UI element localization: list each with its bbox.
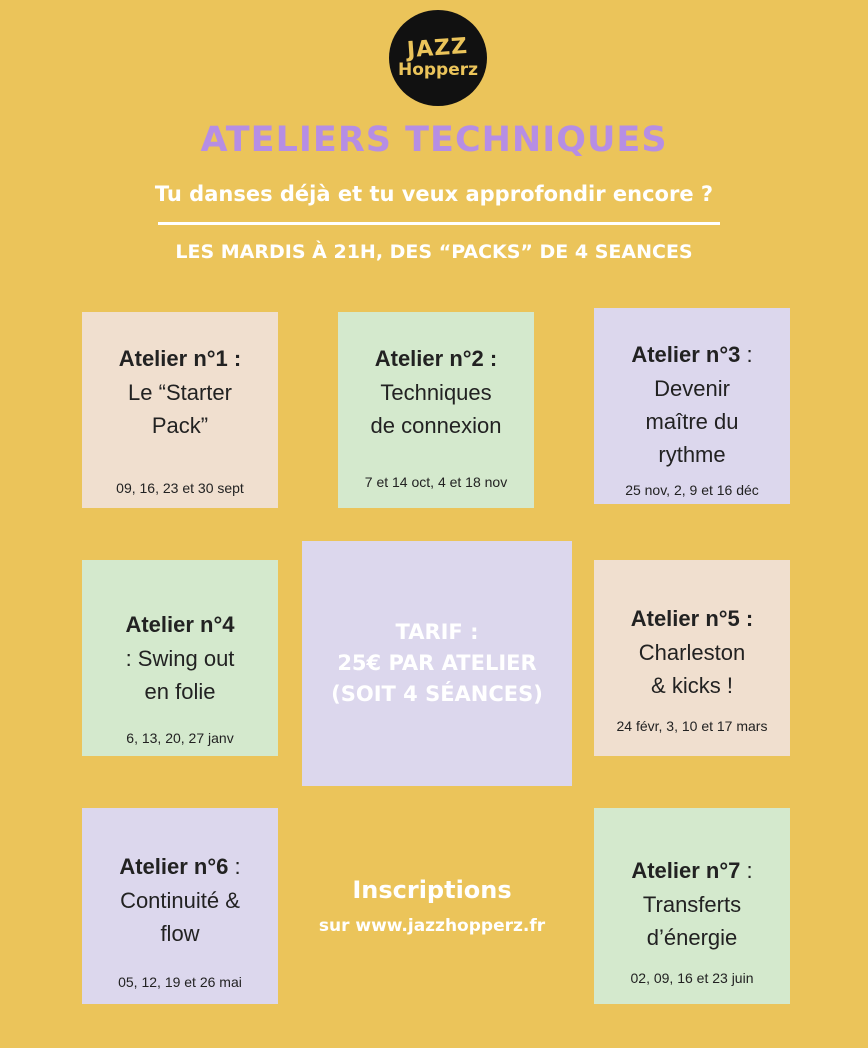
- tarif-box: [302, 541, 572, 786]
- atelier-topic: : Swing out: [125, 646, 235, 671]
- atelier-card-6: [82, 808, 278, 1004]
- atelier-dates: 6, 13, 20, 27 janv: [126, 730, 234, 746]
- atelier-card-7: [594, 808, 790, 1004]
- atelier-card-5: [594, 560, 790, 756]
- divider: [158, 222, 720, 225]
- atelier-topic: rythme: [658, 442, 726, 467]
- atelier-topic: de connexion: [370, 413, 502, 438]
- page-subtitle: Tu danses déjà et tu veux approfondir encore ?: [154, 182, 714, 206]
- atelier-card-1: [82, 312, 278, 508]
- atelier-topic: flow: [160, 921, 200, 946]
- atelier-dates: 24 févr, 3, 10 et 17 mars: [616, 718, 768, 734]
- atelier-topic: Transferts: [642, 892, 742, 917]
- atelier-sep: :: [740, 858, 753, 883]
- atelier-number: Atelier n°2: [374, 346, 484, 371]
- atelier-number: Atelier n°6: [119, 854, 229, 879]
- inscriptions-link[interactable]: sur www.jazzhopperz.fr: [318, 916, 546, 936]
- atelier-dates: 25 nov, 2, 9 et 16 déc: [625, 482, 759, 498]
- atelier-topic: Le “Starter: [128, 380, 232, 405]
- tarif-note: (SOIT 4 SÉANCES): [331, 682, 543, 706]
- atelier-card-2: [338, 312, 534, 508]
- logo-line2: Hopperz: [397, 59, 479, 80]
- atelier-topic: Continuité &: [120, 888, 240, 913]
- atelier-dates: 7 et 14 oct, 4 et 18 nov: [364, 474, 508, 490]
- atelier-number: Atelier n°7: [631, 858, 741, 883]
- atelier-topic: Devenir: [654, 376, 730, 401]
- atelier-topic: d’énergie: [646, 925, 738, 950]
- atelier-sep: :: [227, 346, 242, 371]
- atelier-sep: :: [483, 346, 498, 371]
- atelier-topic: & kicks !: [651, 673, 733, 698]
- atelier-number: Atelier n°3: [631, 342, 741, 367]
- atelier-number: Atelier n°1: [118, 346, 228, 371]
- atelier-sep: :: [740, 342, 753, 367]
- atelier-topic: en folie: [144, 679, 216, 704]
- atelier-number: Atelier n°5: [630, 606, 740, 631]
- atelier-card-3: [594, 308, 790, 504]
- atelier-sep: :: [739, 606, 754, 631]
- atelier-dates: 05, 12, 19 et 26 mai: [118, 974, 242, 990]
- atelier-topic: Pack”: [151, 413, 209, 438]
- atelier-sep: :: [228, 854, 241, 879]
- inscriptions-title: Inscriptions: [352, 876, 512, 904]
- page-title: ATELIERS TECHNIQUES: [200, 120, 668, 160]
- inscriptions-block: [282, 876, 582, 936]
- atelier-topic: maître du: [645, 409, 739, 434]
- atelier-dates: 09, 16, 23 et 30 sept: [116, 480, 244, 496]
- atelier-card-4: [82, 560, 278, 756]
- jazz-hopperz-logo: [389, 10, 487, 106]
- tarif-price: 25€ PAR ATELIER: [337, 651, 537, 675]
- tarif-label: TARIF :: [395, 620, 479, 644]
- atelier-topic: Charleston: [638, 640, 746, 665]
- atelier-number: Atelier n°4: [125, 612, 235, 637]
- schedule-text: LES MARDIS À 21H, DES “PACKS” DE 4 SEANCES: [175, 241, 693, 263]
- logo-line1: JAZZ: [406, 33, 470, 63]
- atelier-dates: 02, 09, 16 et 23 juin: [630, 970, 754, 986]
- atelier-topic: Techniques: [380, 380, 492, 405]
